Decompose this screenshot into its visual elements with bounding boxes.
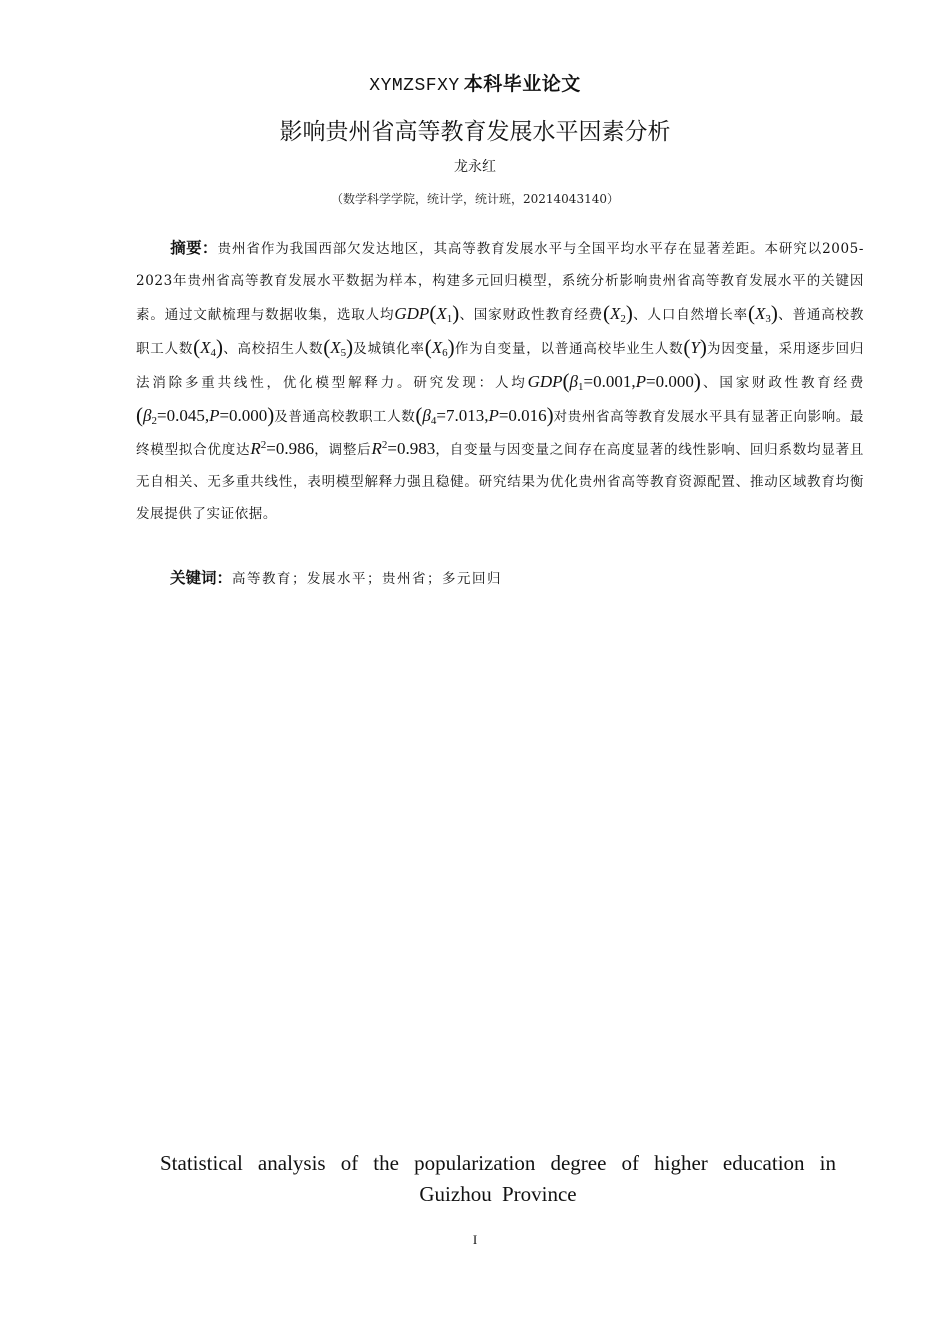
math-beta2: $(\beta_2=0.045,P=0.000)$: [136, 403, 275, 427]
author-affiliation: （数学科学学院，统计学，统计班，20214043140）: [331, 192, 619, 206]
author-name: 龙永红: [454, 159, 496, 175]
abstract-text: 贵州省作为我国西部欠发达地区，其高等教育发展水平与全国平均水平存在显著差距。本研究以2005-2023年贵州省高等教育发展水平数据为样本，构建多元回归模型，系统分析影响贵州省高等教育发展水平的关键因素。通过文献梳理与数据收集，选取人均: [136, 241, 864, 323]
page-number: I: [472, 1232, 478, 1247]
math-x2: $(X_2)$: [603, 301, 633, 325]
page-title: 影响贵州省高等教育发展水平因素分析: [279, 119, 671, 145]
english-title: Statistical analysis of the popularization degree of higher education in Guizhou Province: [160, 1151, 836, 1206]
math-adj-r2: $R^2=0.983$: [371, 439, 436, 458]
math-gdp-x1: $GDP(X_1)$: [394, 301, 460, 325]
math-x4: $(X_4)$: [193, 335, 224, 359]
keywords-label: 关键词：: [170, 569, 233, 587]
keywords-text: 高等教育；发展水平；贵州省；多元回归: [232, 571, 503, 587]
abstract-text: 、国家财政性教育经费: [459, 307, 603, 323]
math-beta1: $GDP(\beta_1=0.001,P=0.000)$: [527, 369, 701, 393]
math-x6: $(X_6)$: [424, 335, 455, 359]
abstract-text: ，调整后: [314, 442, 372, 458]
abstract-paragraph: [136, 232, 864, 530]
math-y: (Y): [683, 335, 707, 359]
abstract-text: 作为自变量，以普通高校毕业生人数: [454, 341, 684, 357]
abstract-text: 、高校招生人数: [223, 341, 324, 357]
abstract-text: 及城镇化率: [353, 341, 425, 357]
math-r2: $R^2=0.986$: [250, 439, 315, 458]
abstract-text: 、国家财政性教育经费: [700, 375, 865, 391]
school-code: XYMZSFXY: [369, 76, 460, 96]
abstract-text: 为因变量，采用逐步回归法消除多重共线性，优化模型解释力。研究发现：人均: [136, 341, 865, 391]
thesis-type: 本科毕业论文: [463, 73, 581, 95]
abstract-text: 及普通高校教职工人数: [274, 409, 416, 425]
math-x5: $(X_5)$: [323, 335, 354, 359]
math-beta4: $(\beta_4=7.013,P=0.016)$: [415, 403, 554, 427]
abstract-label: 摘要：: [170, 239, 218, 257]
abstract-text: 对贵州省高等教育发展水平具有显著正向影响。最终模型拟合优度达: [136, 409, 865, 458]
thesis-header: [0, 70, 950, 100]
math-x3: $(X_3)$: [747, 301, 778, 325]
abstract-text: ，自变量与因变量之间存在高度显著的线性影响、回归系数均显著且无自相关、无多重共线性，表明模型解释力强且稳健。研究结果为优化贵州省高等教育资源配置、推动区域教育均衡发展提供了实证依据。: [136, 442, 865, 522]
keywords: [170, 566, 860, 591]
abstract-text: 、普通高校教职工人数: [136, 307, 864, 357]
abstract-text: 、人口自然增长率: [632, 307, 748, 323]
